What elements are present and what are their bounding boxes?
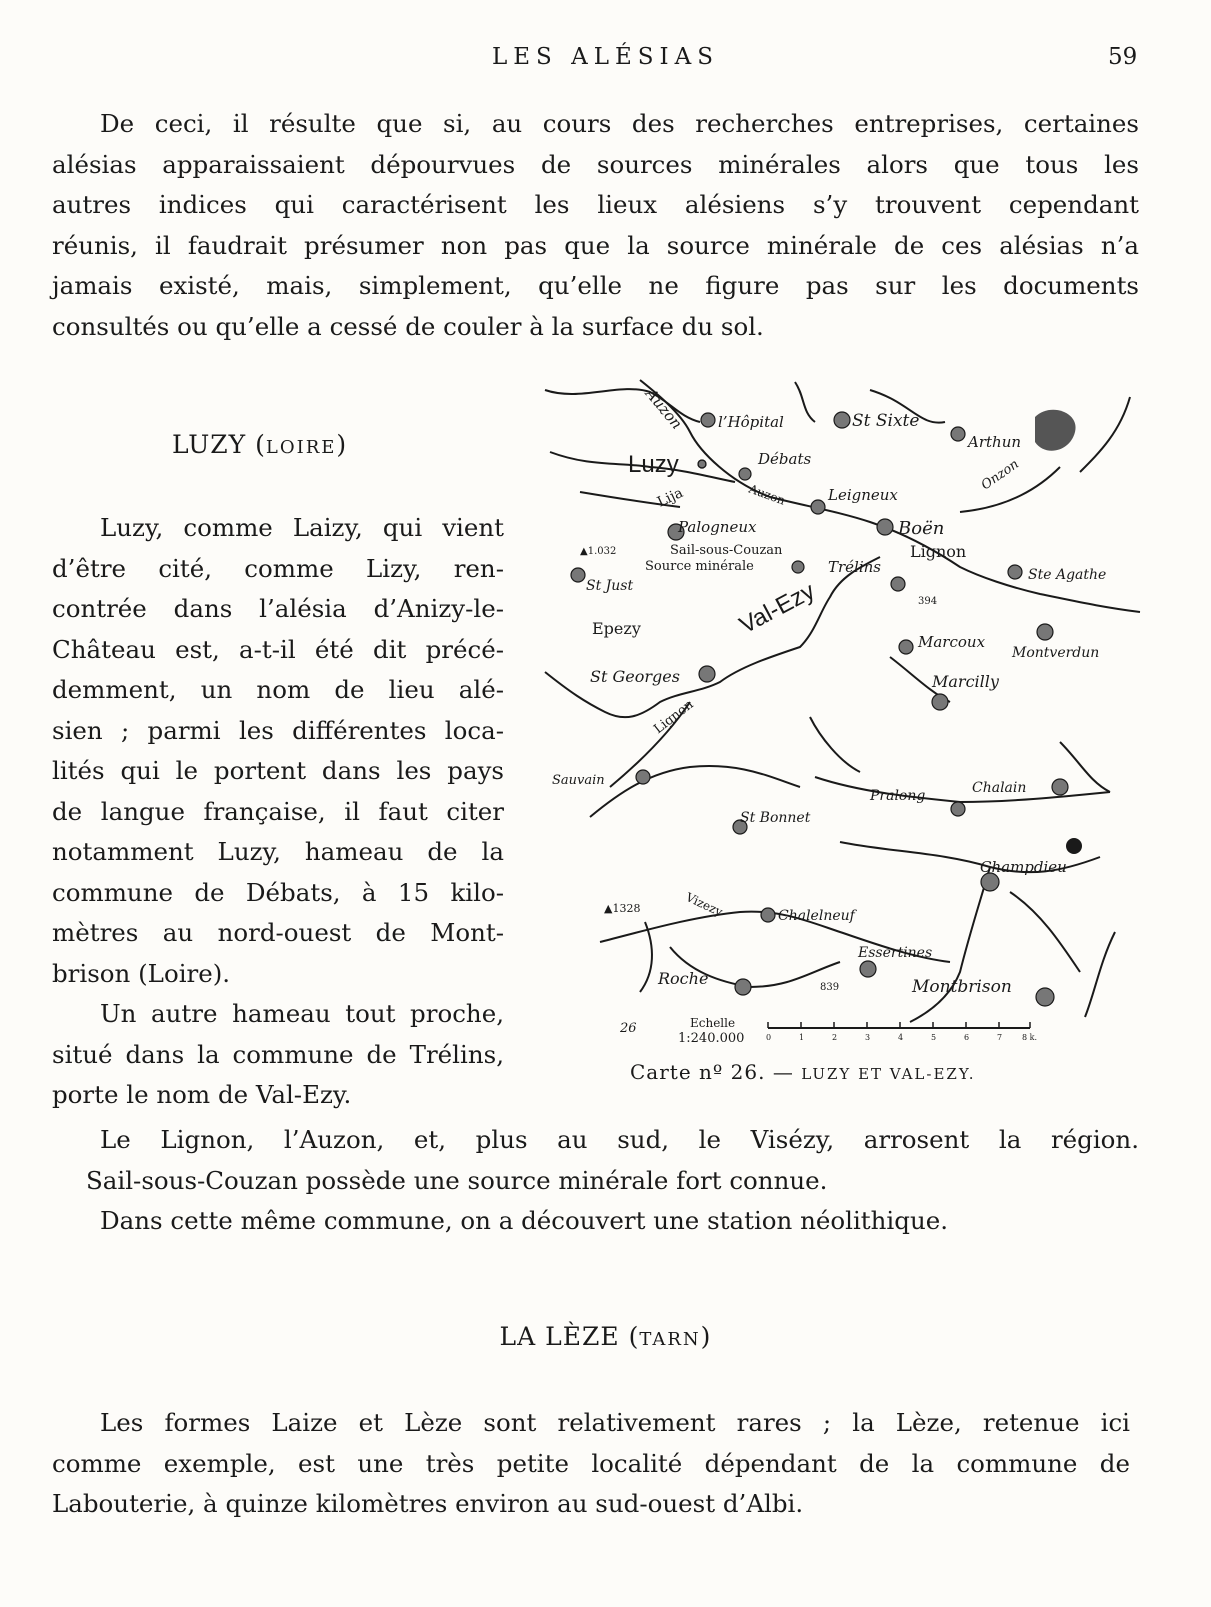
locality-marker	[891, 577, 905, 591]
map-label: Chalelneuf	[778, 908, 855, 924]
locality-marker	[701, 413, 715, 427]
locality-marker	[699, 666, 715, 682]
heading-paren: )	[700, 1322, 712, 1351]
scale-tick-label: 2	[832, 1033, 838, 1042]
map-label: Essertines	[858, 945, 933, 961]
running-header: LES ALÉSIAS	[491, 44, 719, 70]
map-label: Boën	[898, 518, 945, 539]
map-label: Onzon	[978, 456, 1022, 494]
heading-paren: (	[255, 430, 266, 459]
locality-marker	[932, 694, 948, 710]
caption-prefix: Carte nº 26. —	[630, 1060, 802, 1084]
map-label: Palogneux	[678, 518, 757, 536]
map-label: Lignon	[910, 542, 967, 561]
map-label: Lija	[654, 484, 686, 511]
map-label: St Georges	[590, 667, 680, 686]
map-label: Chalain	[972, 780, 1027, 796]
map-caption	[630, 1060, 1060, 1084]
map-label: Leigneux	[828, 486, 898, 504]
scale-tick-label: 4	[898, 1033, 904, 1042]
neolithic-line: Dans cette même commune, on a découvert une station néolithique.	[100, 1206, 949, 1235]
locality-marker	[571, 568, 585, 582]
map-label: Roche	[658, 969, 709, 988]
scale-tick-label: 1	[799, 1033, 805, 1042]
locality-marker	[1052, 779, 1068, 795]
scale-tick-label: 0	[766, 1033, 772, 1042]
intro-line: réunis, il faudrait présumer non pas que la source minérale de ces alésias n’a	[52, 230, 1139, 260]
map-luzy-val-ezy	[540, 372, 1150, 1047]
scale-value: 1:240.000	[678, 1031, 745, 1046]
heading-region: TARN	[639, 1329, 701, 1350]
locality-marker	[761, 908, 775, 922]
luzy-line: commune de Débats, à 15 kilo-	[52, 877, 504, 907]
elevation-label: 839	[820, 982, 840, 993]
heading-region: LOIRE	[265, 437, 337, 458]
map-label: St Bonnet	[740, 810, 811, 826]
scale-tick-label: 8 k.	[1022, 1033, 1038, 1042]
heading-paren: )	[336, 430, 348, 459]
elevation-label: ▲1.032	[580, 546, 617, 557]
luzy-line: Un autre hameau tout proche,	[100, 999, 504, 1028]
lake-shape	[1035, 410, 1076, 451]
page-number: 59	[1108, 44, 1138, 70]
map-label: Auzon	[641, 385, 686, 433]
map-label: Ste Agathe	[1028, 567, 1107, 583]
intro-line: consultés ou qu’elle a cessé de couler à la surface du sol.	[52, 311, 764, 341]
region-paragraph	[52, 1120, 1139, 1242]
locality-marker	[860, 961, 876, 977]
map-label: Pralong	[870, 788, 926, 804]
region-line: Le Lignon, l’Auzon, et, plus au sud, le Visézy, arrosent la région.	[100, 1125, 1139, 1154]
locality-marker	[899, 640, 913, 654]
locality-marker	[951, 427, 965, 441]
road-line	[1085, 932, 1115, 1017]
luzy-line: notamment Luzy, hameau de la	[52, 837, 504, 866]
scale-tick-label: 5	[931, 1033, 937, 1042]
locality-marker	[834, 412, 850, 428]
scale-tick-label: 7	[997, 1033, 1003, 1042]
section-heading-la-leze	[0, 1322, 1211, 1351]
locality-marker	[877, 519, 893, 535]
locality-marker	[1036, 988, 1054, 1006]
locality-marker	[1066, 838, 1082, 854]
leze-paragraph	[52, 1403, 1130, 1525]
locality-marker	[811, 500, 825, 514]
luzy-line: porte le nom de Val-Ezy.	[52, 1080, 352, 1109]
elevation-label: ▲1328	[604, 902, 641, 915]
map-label: Epezy	[592, 619, 641, 638]
leze-line: Les formes Laize et Lèze sont relativement rares ; la Lèze, retenue ici	[100, 1408, 1130, 1437]
luzy-line: situé dans la commune de Trélins,	[52, 1039, 504, 1069]
intro-line: autres indices qui caractérisent les lieux alésiens s’y trouvent cependant	[52, 190, 1139, 219]
map-label: Montverdun	[1012, 645, 1100, 661]
scale-tick-label: 6	[964, 1033, 970, 1042]
caption-name: LUZY ET VAL-EZY.	[801, 1065, 976, 1083]
map-label: St Sixte	[852, 411, 920, 431]
map-label: Marcilly	[932, 672, 999, 691]
map-label: Luzy	[628, 451, 679, 478]
luzy-line: demment, un nom de lieu alé-	[52, 675, 504, 704]
locality-marker	[1037, 624, 1053, 640]
luzy-line: sien ; parmi les différentes loca-	[52, 715, 504, 745]
map-label: Montbrison	[912, 977, 1012, 997]
map-label: Lignon	[651, 697, 697, 738]
luzy-line: de langue française, il faut citer	[52, 796, 504, 826]
map-label: Auzon	[746, 481, 788, 508]
leze-line: comme exemple, est une très petite localité dépendant de la commune de	[52, 1448, 1130, 1478]
locality-marker	[1008, 565, 1022, 579]
road-line	[795, 382, 815, 422]
heading-main: LUZY	[172, 430, 247, 459]
road-line	[810, 717, 860, 772]
leze-line: Labouterie, à quinze kilomètres environ au sud-ouest d’Albi.	[52, 1489, 804, 1518]
region-line: Sail-sous-Couzan possède une source minérale fort connue.	[86, 1165, 828, 1195]
luzy-line: contrée dans l’alésia d’Anizy-le-	[52, 594, 504, 623]
luzy-line: lités qui le portent dans les pays	[52, 756, 504, 785]
road-line	[640, 922, 652, 992]
intro-line: alésias apparaissaient dépourvues de sources minérales alors que tous les	[52, 149, 1139, 179]
map-label: Source minérale	[645, 559, 754, 574]
scale-bar	[619, 1016, 1037, 1046]
map-label: Arthun	[968, 433, 1022, 451]
luzy-paragraph	[52, 508, 504, 1116]
map-label: Val-Ezy	[735, 577, 820, 640]
intro-line: jamais existé, mais, simplement, qu’elle ne figure pas sur les documents	[52, 271, 1139, 300]
locality-marker	[951, 802, 965, 816]
scale-tick-label: 3	[865, 1033, 871, 1042]
road-line	[1080, 397, 1130, 472]
luzy-line: d’être cité, comme Lizy, ren-	[52, 553, 504, 583]
map-label: Vizezy	[683, 890, 725, 920]
intro-line: De ceci, il résulte que si, au cours des recherches entreprises, certaines	[100, 109, 1139, 138]
figure-number: 26	[620, 1021, 637, 1036]
luzy-line: Luzy, comme Laizy, qui vient	[100, 513, 504, 542]
map-label: St Just	[586, 578, 634, 594]
locality-marker	[735, 979, 751, 995]
map-label: Trélins	[828, 558, 882, 576]
map-label: Sauvain	[552, 773, 605, 788]
locality-marker	[636, 770, 650, 784]
map-label: Marcoux	[918, 633, 986, 651]
luzy-line: brison (Loire).	[52, 958, 231, 988]
luzy-line: mètres au nord-ouest de Mont-	[52, 918, 504, 947]
intro-paragraph	[52, 104, 1139, 347]
map-label: Champdieu	[980, 858, 1067, 876]
scale-label: Echelle	[690, 1016, 736, 1030]
heading-main: LA LÈZE	[499, 1322, 620, 1351]
section-heading-luzy	[172, 430, 347, 459]
map-label: l’Hôpital	[718, 413, 784, 431]
map-label: Débats	[758, 450, 812, 468]
elevation-label: 394	[918, 596, 938, 607]
locality-marker	[792, 561, 804, 573]
map-label: Sail-sous-Couzan	[670, 543, 783, 558]
heading-paren: (	[628, 1322, 640, 1351]
luzy-line: Château est, a-t-il été dit précé-	[52, 634, 504, 664]
road-line	[1010, 892, 1080, 972]
locality-marker	[739, 468, 751, 480]
